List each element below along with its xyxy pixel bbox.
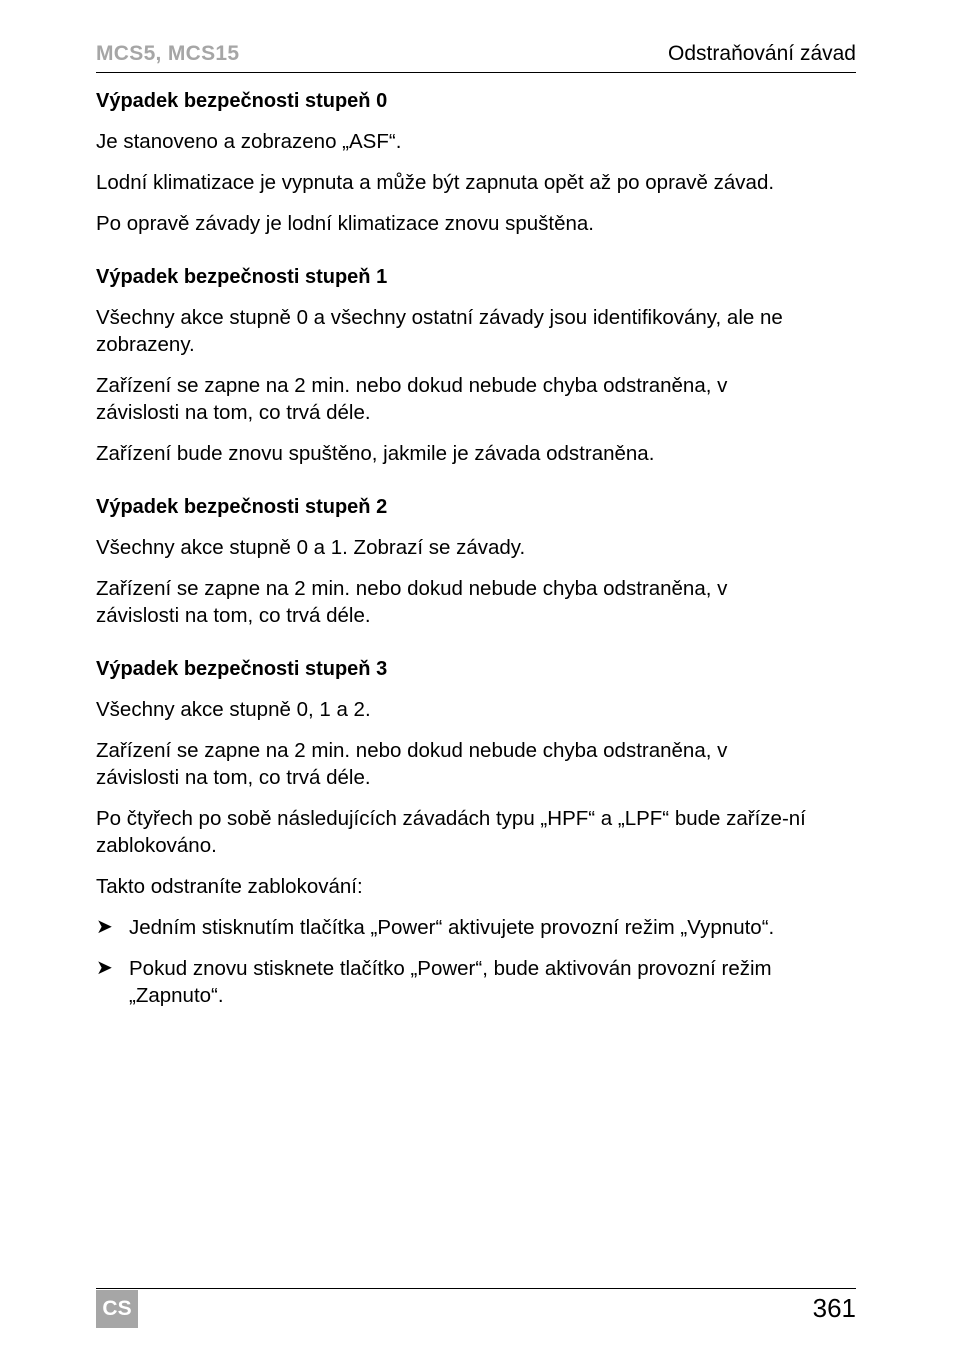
section-level-0 — [96, 88, 861, 237]
section-heading: Výpadek bezpečnosti stupeň 1 — [96, 266, 388, 288]
section-heading: Výpadek bezpečnosti stupeň 2 — [96, 496, 388, 518]
arrowhead-icon: ➤ — [96, 916, 113, 938]
paragraph: Zařízení se zapne na 2 min. nebo dokud nebude chyba odstraněna, v závislosti na tom, co trvá déle. — [96, 739, 728, 789]
list-item — [96, 914, 861, 941]
section-level-1 — [96, 264, 861, 467]
chapter-title: Odstraňování závad — [668, 42, 856, 65]
section-level-2 — [96, 494, 861, 629]
paragraph: Lodní klimatizace je vypnuta a může být zapnuta opět až po opravě závad. — [96, 171, 775, 194]
paragraph: Všechny akce stupně 0, 1 a 2. — [96, 698, 371, 721]
page-content — [96, 88, 861, 1036]
paragraph: Zařízení se zapne na 2 min. nebo dokud nebude chyba odstraněna, v závislosti na tom, co trvá déle. — [96, 577, 728, 627]
product-name: MCS5, MCS15 — [96, 42, 240, 65]
page-header — [96, 40, 856, 73]
paragraph: Po čtyřech po sobě následujících závadách typu „HPF“ a „LPF“ bude zaříze-ní zablokováno. — [96, 807, 806, 857]
section-heading: Výpadek bezpečnosti stupeň 0 — [96, 90, 388, 112]
section-level-3 — [96, 656, 861, 1009]
arrowhead-icon: ➤ — [96, 957, 113, 979]
list-item — [96, 955, 849, 1009]
paragraph: Po opravě závady je lodní klimatizace znovu spuštěna. — [96, 212, 594, 235]
instruction-list — [96, 914, 861, 1009]
paragraph: Zařízení bude znovu spuštěno, jakmile je závada odstraněna. — [96, 442, 655, 465]
paragraph: Všechny akce stupně 0 a 1. Zobrazí se závady. — [96, 536, 526, 559]
paragraph: Takto odstraníte zablokování: — [96, 875, 363, 898]
list-item-text: Pokud znovu stisknete tlačítko „Power“, bude aktivován provozní režim „Zapnuto“. — [129, 957, 772, 1007]
page-footer — [96, 1288, 856, 1333]
paragraph: Všechny akce stupně 0 a všechny ostatní závady jsou identifikovány, ale ne zobrazeny. — [96, 306, 783, 356]
page-number: 361 — [812, 1293, 856, 1323]
list-item-text: Jedním stisknutím tlačítka „Power“ aktivujete provozní režim „Vypnuto“. — [129, 916, 775, 939]
paragraph: Je stanoveno a zobrazeno „ASF“. — [96, 130, 402, 153]
language-badge: CS — [96, 1290, 138, 1328]
paragraph: Zařízení se zapne na 2 min. nebo dokud nebude chyba odstraněna, v závislosti na tom, co trvá déle. — [96, 374, 728, 424]
section-heading: Výpadek bezpečnosti stupeň 3 — [96, 658, 388, 680]
